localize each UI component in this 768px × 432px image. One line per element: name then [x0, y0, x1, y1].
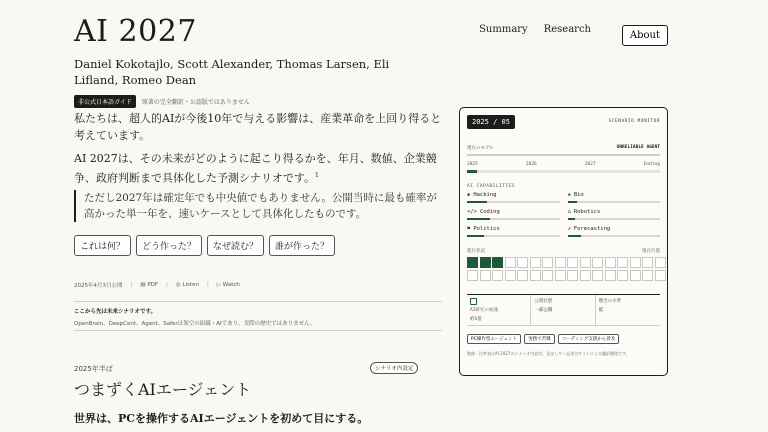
meta-row: [74, 281, 240, 289]
guide-badge-note: 原著の完全翻訳・公認版ではありません: [141, 99, 250, 106]
progress-cell: [517, 257, 528, 268]
capability-name: Hacking: [473, 192, 497, 198]
listen-label: Listen: [182, 282, 199, 288]
about-button[interactable]: About: [622, 25, 668, 46]
top-nav: [479, 24, 591, 35]
what-is-this-button[interactable]: これは何？: [74, 235, 131, 256]
status-column: [596, 295, 660, 325]
progress-cell: [505, 270, 516, 281]
play-icon: ▷: [216, 282, 222, 288]
status-label: AI研究の加速: [470, 308, 498, 313]
capability-bio: [568, 192, 661, 203]
progress-grid-title: 進行状況: [467, 249, 485, 254]
footnote-link[interactable]: 1: [315, 172, 319, 179]
meta-separator: |: [130, 282, 133, 288]
timeline-labels: [467, 162, 660, 167]
capability-name: Politics: [473, 226, 500, 232]
progress-grid: [467, 257, 666, 281]
how-made-button[interactable]: どう作った？: [136, 235, 202, 256]
intro-paragraph-2-text: AI 2027は、その未来がどのように起こり得るかを、年月、数値、企業競争、政府判断まで具体化した予測シナリオです。: [74, 152, 437, 185]
watch-label: Watch: [222, 282, 240, 288]
progress-cell: [592, 270, 603, 281]
timeline-2025: 2025: [467, 162, 478, 167]
headphones-icon: ◎: [175, 282, 181, 288]
progress-cell: [567, 270, 578, 281]
capability-name: Forecasting: [573, 226, 611, 232]
pdf-label: PDF: [147, 282, 159, 288]
section-title: つまずくAIエージェント: [74, 380, 252, 399]
tag-struggling[interactable]: 実務で苦戦: [524, 334, 555, 344]
nav-summary[interactable]: Summary: [479, 24, 528, 35]
publish-date: 2025年4月3日公開: [74, 283, 123, 289]
capability-fill: [568, 218, 575, 220]
site-title: AI 2027: [74, 14, 197, 49]
who-made-button[interactable]: 誰が作った？: [269, 235, 335, 256]
meta-separator: |: [166, 282, 168, 288]
nav-research[interactable]: Research: [543, 24, 591, 35]
capability-label: [568, 192, 661, 198]
scenario-tag: シナリオ内設定: [370, 362, 418, 374]
progress-cell: [630, 270, 641, 281]
capability-name: Robotics: [573, 209, 601, 215]
progress-cell: [480, 270, 491, 281]
progress-cell: [467, 257, 478, 268]
progress-cell: [492, 270, 503, 281]
capability-name: Bio: [573, 192, 584, 198]
status-track: [467, 154, 660, 156]
capability-robotics: [568, 209, 661, 220]
progress-cell: [492, 257, 503, 268]
section-date: 2025年半ば: [74, 365, 113, 373]
badge-row: [74, 95, 250, 108]
progress-cell: [530, 270, 541, 281]
caveat-quote: ただし2027年は確定年でも中央値でもありません。公開当時に最も確率が高かった単一年を、速いケースとして具体化したものです。: [74, 190, 444, 222]
progress-grid-header: [467, 248, 660, 254]
capability-fill: [467, 201, 487, 203]
guide-badge: 非公式日本語ガイド: [74, 95, 136, 108]
scenario-note-title: ここから先は未来シナリオです。: [74, 309, 157, 315]
monitor-label: SCENARIO MONITOR: [608, 119, 660, 124]
monitor-footnote: 数値・比率表はAI 2027のシナリオ内設定。見出しやー記述はサイトによる翻訳整理です。: [467, 351, 630, 356]
progress-cell: [592, 257, 603, 268]
capability-bar: [568, 235, 661, 237]
capability-bar: [568, 218, 661, 220]
model-status-value: UNRELIABLE AGENT: [616, 145, 660, 150]
capability-label: [467, 226, 560, 232]
authors: Daniel Kokotajlo, Scott Alexander, Thomas Larsen, Eli Lifland, Romeo Dean: [74, 57, 390, 87]
document-icon: ▤: [140, 282, 146, 288]
capability-fill: [467, 235, 484, 237]
monitor-tags: [467, 334, 619, 344]
progress-cell: [580, 270, 591, 281]
capability-coding: [467, 209, 560, 220]
status-value: 約1倍: [470, 317, 482, 322]
capability-fill: [467, 218, 490, 220]
progress-cell: [605, 270, 616, 281]
progress-cell: [605, 257, 616, 268]
progress-cell: [642, 270, 653, 281]
progress-cell: [542, 257, 553, 268]
listen-link[interactable]: [176, 282, 199, 288]
status-table: [467, 294, 660, 326]
progress-cell: [542, 270, 553, 281]
capability-fill: [568, 201, 577, 203]
capabilities-title: AI CAPABILITIES: [467, 184, 516, 189]
progress-cell: [642, 257, 653, 268]
timeline-2027: 2027: [584, 162, 596, 167]
tag-coding-support[interactable]: コーディング支援から普及: [558, 334, 620, 344]
capability-politics: [467, 226, 560, 237]
scenario-note-body: OpenBrain、DeepCent、Agent、Saferは架空の組織・AIであり、実際の歴史ではありません。: [74, 321, 316, 327]
capability-label: [568, 226, 661, 232]
intro-paragraph-2: [74, 150, 442, 187]
capability-name: Coding: [479, 209, 500, 215]
progress-cell: [617, 257, 628, 268]
code-icon: </>: [467, 209, 477, 215]
status-column: [531, 295, 595, 325]
progress-cell: [505, 257, 516, 268]
robot-icon: ⌂: [567, 209, 571, 215]
progress-cell: [580, 257, 591, 268]
model-status: [467, 145, 660, 151]
divider: [74, 301, 442, 302]
why-read-button[interactable]: なぜ読む？: [207, 235, 264, 256]
progress-cell: [480, 257, 491, 268]
model-status-label: 現在のモデル: [467, 146, 494, 151]
progress-grid-note: 現在位置: [642, 249, 660, 254]
intro-paragraph-1: 私たちは、超人的AIが今後10年で与える影響は、産業革命を上回り得ると考えています。: [74, 112, 442, 142]
section-lead: 世界は、PCを操作するAIエージェントを初めて目にする。: [74, 412, 369, 425]
status-label: 公開状態: [534, 299, 553, 304]
flag-icon: ⚑: [467, 226, 471, 232]
pdf-link[interactable]: [140, 282, 158, 288]
progress-cell: [467, 270, 478, 281]
capability-forecasting: [568, 226, 661, 237]
capabilities-list: [467, 192, 660, 237]
divider: [74, 330, 442, 331]
capability-label: [467, 209, 560, 215]
monitor-date: 2025 / 05: [467, 115, 515, 129]
status-value: 一部公開: [534, 308, 553, 313]
status-column: [467, 295, 531, 325]
capability-fill: [568, 235, 582, 237]
progress-cell: [655, 257, 666, 268]
watch-link[interactable]: [217, 282, 240, 288]
capability-label: [568, 209, 661, 215]
trend-icon: ↗: [567, 226, 571, 232]
status-value: 低: [598, 308, 604, 313]
capability-bar: [568, 201, 661, 203]
progress-cell: [555, 270, 566, 281]
question-buttons: [74, 235, 335, 256]
capability-label: [467, 192, 560, 198]
progress-cell: [555, 257, 566, 268]
timeline-progress-bar: [467, 170, 660, 173]
scenario-monitor-panel: [459, 107, 668, 376]
capability-hacking: [467, 192, 560, 203]
chip-icon: [470, 298, 477, 305]
progress-cell: [517, 270, 528, 281]
progress-cell: [655, 270, 666, 281]
status-label: 懸念の水準: [598, 299, 622, 304]
capability-bar: [467, 218, 560, 220]
timeline-progress-fill: [467, 170, 477, 173]
progress-cell: [617, 270, 628, 281]
shield-icon: ◈: [467, 192, 471, 198]
timeline-ending: Ending: [643, 162, 660, 167]
progress-cell: [530, 257, 541, 268]
progress-cell: [630, 257, 641, 268]
meta-separator: |: [206, 282, 209, 288]
capability-bar: [467, 235, 560, 237]
capability-bar: [467, 201, 560, 203]
timeline-2026: 2026: [525, 162, 537, 167]
progress-cell: [567, 257, 578, 268]
tag-pc-agent[interactable]: PC操作型エージェント: [467, 334, 521, 344]
dna-icon: ❋: [567, 192, 571, 198]
